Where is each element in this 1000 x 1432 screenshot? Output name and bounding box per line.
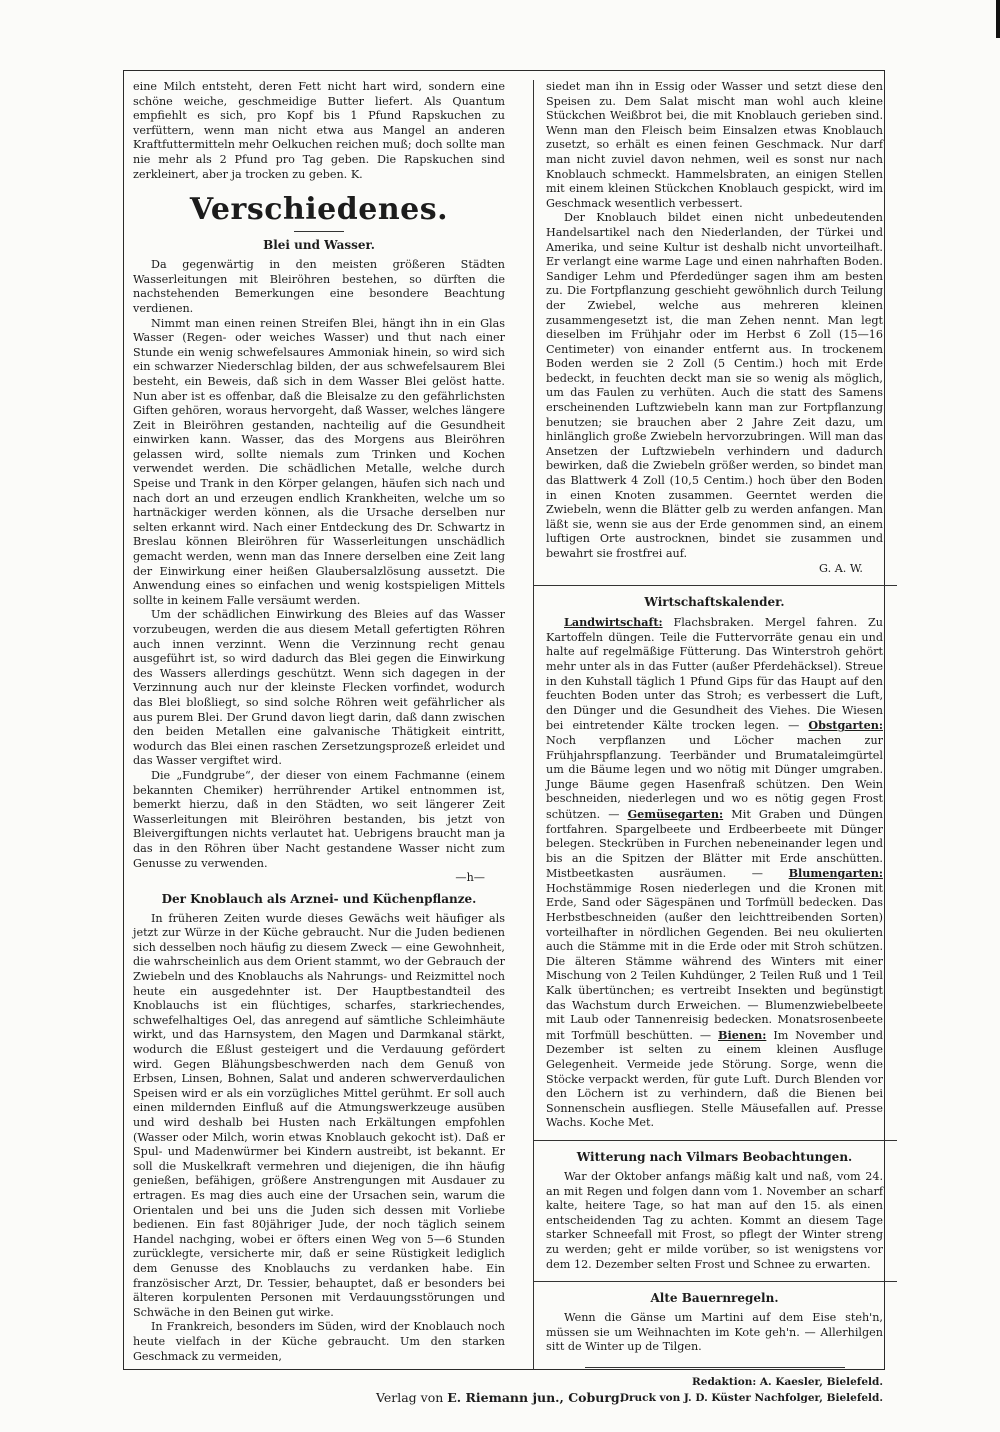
calendar-label: Bienen: <box>718 1027 767 1042</box>
section-divider <box>534 585 897 586</box>
article1-paragraph: Nimmt man einen reinen Streifen Blei, hängt ihn in ein Glas Wasser (Regen- oder weiches Wasser) und thut nach einer Stunde ein wenig schwefelsaures Ammoniak hinein, so wird sich ein schwarzer Niederschlag bilden, der aus schwefelsaurem Blei besteht, ein Beweis, daß sich in dem Wasser Blei gelöst hatte. Nun aber ist es offenbar, daß die Bleisalze zu den gefährlichsten Giften gehören, woraus hervorgeht, daß Wasser, welches längere Zeit in Bleiröhren gestanden, nachteilig auf die Gesundheit einwirken kann. Wasser, das des Morgens aus Bleiröhren gelassen wird, sollte niemals zum Trinken und Kochen verwendet werden. Die schädlichen Metalle, welche durch Speise und Trank in den Körper gelangen, häufen sich nach und nach dort an und erzeugen endlich Krankheiten, welche um so hartnäckiger werden können, als die Ursache derselben nur selten erkannt wird. Nach einer Entdeckung des Dr. Schwartz in Breslau können Bleiröhren für Wasserleitungen unschädlich gemacht werden, wenn man das Innere derselben eine Zeit lang der Einwirkung einer heißen Glaubersalzlösung aussetzt. Die Anwendung eines so einfachen und wenig kostspieligen Mittels sollte in keinem Falle versäumt werden. <box>133 316 505 607</box>
article1-paragraph: Da gegenwärtig in den meisten größeren Städten Wasserleitungen mit Bleiröhren bestehen, so dürften die nachstehenden Bemerkungen eine besondere Beachtung verdienen. <box>133 258 505 315</box>
article1-signature: —h— <box>455 871 485 885</box>
article2-title: Der Knoblauch als Arznei- und Küchenpflanze. <box>161 891 477 906</box>
calendar-label: Obstgarten: <box>808 718 883 733</box>
section-divider <box>534 1140 897 1141</box>
weather-title: Witterung nach Vilmars Beobachtungen. <box>576 1149 853 1164</box>
weather-paragraph: War der Oktober anfangs mäßig kalt und naß, vom 24. an mit Regen und folgen dann vom 1. November an scharf kalte, heitere Tage, so hat man auf den 15. als einen entscheidenden Tag zu achten. Kommt an diesem Tage starker Schneefall mit Frost, so pflegt der Winter streng zu werden; geht er milde vorüber, so ist wenigstens vor dem 12. Dezember selten Frost und Schnee zu erwarten. <box>546 1169 883 1271</box>
title-rule <box>294 231 344 232</box>
section-title: Verschiedenes. <box>189 192 449 228</box>
article2-paragraph: In Frankreich, besonders im Süden, wird der Knoblauch noch heute vielfach in der Küche gebraucht. Um den starken Geschmack zu vermeiden, <box>133 1320 505 1363</box>
right-column <box>533 80 884 1404</box>
publisher-imprint <box>0 1390 1000 1405</box>
credits-rule <box>585 1367 845 1368</box>
section-divider <box>534 1281 897 1282</box>
calendar-label: Blumengarten: <box>788 866 884 881</box>
continuation-paragraph: Der Knoblauch bildet einen nicht unbedeutenden Handelsartikel nach den Niederlanden, der Türkei und Amerika, und seine Kultur ist deshalb nicht unvorteilhaft. Er verlangt eine warme Lage und einen nahrhaften Boden. Sandiger Lehm und Pferdedünger sagen ihm am besten zu. Die Fortpflanzung geschieht gewöhnlich durch Teilung der Zwiebel, welche aus mehreren kleinen zusammengesetzt ist, die man Zehen nennt. Man legt dieselben im Frühjahr oder im Herbst 6 Zoll (15—16 Centimeter) von einander entfernt aus. In trockenem Boden werden sie 2 Zoll (5 Centim.) hoch mit Erde bedeckt, in feuchten deckt man sie so wenig als möglich, um das Faulen zu verhüten. Auch die statt des Samens erscheinenden Luftzwiebeln kann man zur Fortpflanzung benutzen; sie brauchen aber 2 Jahre Zeit dazu, um hinlänglich große Zwiebeln hervorzubringen. Will man das Ansetzen der Luftzwiebeln verhindern und dadurch bewirken, daß die Zwiebeln größer werden, so bindet man das Blattwerk 4 Zoll (10,5 Centim.) hoch über den Boden in einen Knoten zusammen. Geerntet werden die Zwiebeln, wenn die Blätter gelb zu werden anfangen. Man läßt sie, wenn sie aus der Erde genommen sind, an einem luftigen Orte austrocknen, bindet sie zusammen und bewahrt sie frostfrei auf. <box>546 211 883 560</box>
credits-redaktion: Redaktion: A. Kaesler, Bielefeld. <box>692 1375 883 1388</box>
rules-paragraph: Wenn die Gänse um Martini auf dem Eise steh'n, müssen sie um Weihnachten im Kote geh'n. — Allerhilgen sitt de Winter up de Tilgen. <box>546 1311 883 1354</box>
calendar-label: Gemüsegarten: <box>627 806 724 821</box>
article1-title: Blei und Wasser. <box>263 238 375 253</box>
article1-paragraph: Um der schädlichen Einwirkung des Bleies auf das Wasser vorzubeugen, werden die aus diesem Metall gefertigten Röhren auch innen verzinnt. Wenn die Verzinnung recht genau ausgeführt ist, so wird dadurch das Blei gegen die Einwirkung des Wassers allerdings geschützt. Wenn sich dagegen in der Verzinnung auch nur der kleinste Flecken vorfindet, wodurch das Blei bloßliegt, so sind solche Röhren weit gefährlicher als aus purem Blei. Der Grund davon liegt darin, daß dann zwischen den beiden Metallen eine galvanische Thätigkeit eintritt, wodurch das Blei einen raschen Zersetzungsprozeß erleidet und das Wasser vergiftet wird. <box>133 608 505 768</box>
article2-paragraph: In früheren Zeiten wurde dieses Gewächs weit häufiger als jetzt zur Würze in der Küche gebraucht. Nur die Juden bedienen sich desselben noch häufig zu diesem Zweck — eine Gewohnheit, die wahrscheinlich aus dem Orient stammt, wo der Gebrauch der Zwiebeln und des Knoblauchs als Nahrungs- und Reizmittel noch heute ein ausgedehnter ist. Der Hauptbestandteil des Knoblauchs ist ein flüchtiges, scharfes, starkriechendes, schwefelhaltiges Oel, das anregend auf sämtliche Schleimhäute wirkt, und das Harnsystem, den Magen und Darmkanal stärkt, wodurch die Eßlust gesteigert und die Verdauung gefördert wird. Gegen Blähungsbeschwerden nach dem Genuß von Erbsen, Linsen, Bohnen, Salat und anderen schwerverdaulichen Speisen wird er als ein vorzügliches Mittel gerühmt. Er soll auch einen mildernden Einfluß auf die Atmungswerkzeuge ausüben und wird deshalb bei Husten nach Erkältungen empfohlen (Wasser oder Milch, worin etwas Knoblauch gekocht ist). Daß er Spul- und Madenwürmer bei Kindern austreibt, ist bekannt. Er soll die Muskelkraft vermehren und diejenigen, die ihn häufig genießen, befähigen, größere Anstrengungen mit Ausdauer zu ertragen. Es mag dies auch eine der Ursachen sein, warum die Orientalen und bei uns die Juden sich dessen mit Vorliebe bedienen. Ein fast 80jähriger Jude, der noch täglich seinem Handel nachging, wobei er öfters einen Weg von 5—6 Stunden zurücklegte, versicherte mir, daß er seine Rüstigkeit lediglich dem Genusse des Knoblauchs zu verdanken habe. Ein französischer Arzt, Dr. Tessier, behauptet, daß er besonders bei älteren korpulenten Personen mit Verdauungsstörungen und Schwäche in den Beinen gut wirke. <box>133 911 505 1319</box>
intro-paragraph: eine Milch entsteht, deren Fett nicht hart wird, sondern eine schöne weiche, geschmeidige Butter liefert. Als Quantum empfiehlt es sich, pro Kopf bis 1 Pfund Rapskuchen zu verfüttern, wenn man nicht etwa aus Mangel an anderen Kraftfuttermitteln mehr Oelkuchen reichen muß; doch sollte man nie mehr als 2 Pfund pro Tag geben. Die Rapskuchen sind zerkleinert, aber ja trocken zu geben. K. <box>133 80 505 181</box>
calendar-entry: Landwirtschaft: Flachsbraken. Mergel fahren. Zu Kartoffeln düngen. Teile die Futtervorräte genau ein und halte auf regelmäßige Fütterung. Das Winterstroh gehört mehr unter als in das Futter (außer Pferdehäcksel). Streue in den Kuhstall täglich 1 Pfund Gips für das Haupt auf den feuchten Boden unter das Stroh; es verbessert die Luft, den Dünger und die Gesundheit des Viehes. Die Wiesen bei eintretender Kälte trocken legen. — Obstgarten: Noch verpflanzen und Löcher machen zur Frühjahrspflanzung. Teerbänder und Brumataleimgürtel um die Bäume legen und wo nötig mit Dünger umgraben. Junge Bäume gegen Hasenfraß schützen. Den Wein beschneiden, niederlegen und wo es nötig gegen Frost schützen. — Gemüsegarten: Mit Graben und Düngen fortfahren. Spargelbeete und Erdbeerbeete mit Dünger belegen. Steckrüben in Furchen nebeneinander legen und bis an die Spitzen der Blätter mit Erde anschütten. Mistbeetkasten ausräumen. — Blumengarten: Hochstämmige Rosen niederlegen und die Kronen mit Erde, Sand oder Sägespänen und Torfmüll bedecken. Das Herbstbeschneiden (außer den leichttreibenden Sorten) vorteilhafter in nördlichen Gegenden. Bei neu okulierten auch die Stämme mit in die Erde oder mit Stroh schützen. Die älteren Stämme während des Winters mit einer Mischung von 2 Teilen Kuhdünger, 2 Teilen Ruß und 1 Teil Kalk übertünchen; es vertreibt Insekten und begünstigt das Wachstum durch Erweichen. — Blumenzwiebelbeete mit Laub oder Tannenreisig bedecken. Monatsrosenbeete mit Torfmüll beschütten. — Bienen: Im November und Dezember ist selten zu einem kleinen Ausfluge Gelegenheit. Vermeide jede Störung. Sorge, wenn die Stöcke verpackt werden, für gute Luft. Durch Blenden vor den Löchern ist zu verhindern, daß die Bienen bei Sonnenschein ausfliegen. Stelle Mäusefallen auf. Presse Wachs. Koche Met. <box>546 615 884 1130</box>
imprint-prefix: Verlag von <box>375 1390 444 1405</box>
scan-edge-mark <box>996 0 1000 38</box>
continuation-paragraph: siedet man ihn in Essig oder Wasser und setzt diese den Speisen zu. Dem Salat mischt man wohl auch kleine Stückchen Weißbrot bei, die mit Knoblauch gerieben sind. Wenn man den Fleisch beim Einsalzen etwas Knoblauch zusetzt, so erhält es einen feinen Geschmack. Nur darf man nicht zuviel davon nehmen, weil es sonst nur nach Knoblauch schmeckt. Hammelsbraten, an einigen Stellen mit einem kleinen Stückchen Knoblauch gespickt, wird im Geschmack wesentlich verbessert. <box>546 80 883 210</box>
intro-signature: K. <box>350 167 363 181</box>
calendar-label: Landwirtschaft: <box>564 615 663 630</box>
article1-paragraph: Die „Fundgrube“, der dieser von einem Fachmanne (einem bekannten Chemiker) herrührender Artikel entnommen ist, bemerkt hierzu, daß in den Städten, wo seit längerer Zeit Wasserleitungen mit Bleiröhren bestanden, bis jetzt von Bleivergiftungen nichts verlautet hat. Uebrigens braucht man ja das in den Röhren über Nacht gestandene Wasser nicht zum Genusse zu verwenden. <box>133 768 505 870</box>
calendar-title: Wirtschaftskalender. <box>644 595 785 610</box>
imprint-publisher: E. Riemann jun., Coburg. <box>447 1390 625 1405</box>
left-column <box>133 80 513 1370</box>
continuation-signature: G. A. W. <box>819 561 863 575</box>
credits-druck: Druck von J. D. Küster Nachfolger, Bielefeld. <box>619 1391 883 1404</box>
rules-title: Alte Bauernregeln. <box>650 1291 779 1306</box>
